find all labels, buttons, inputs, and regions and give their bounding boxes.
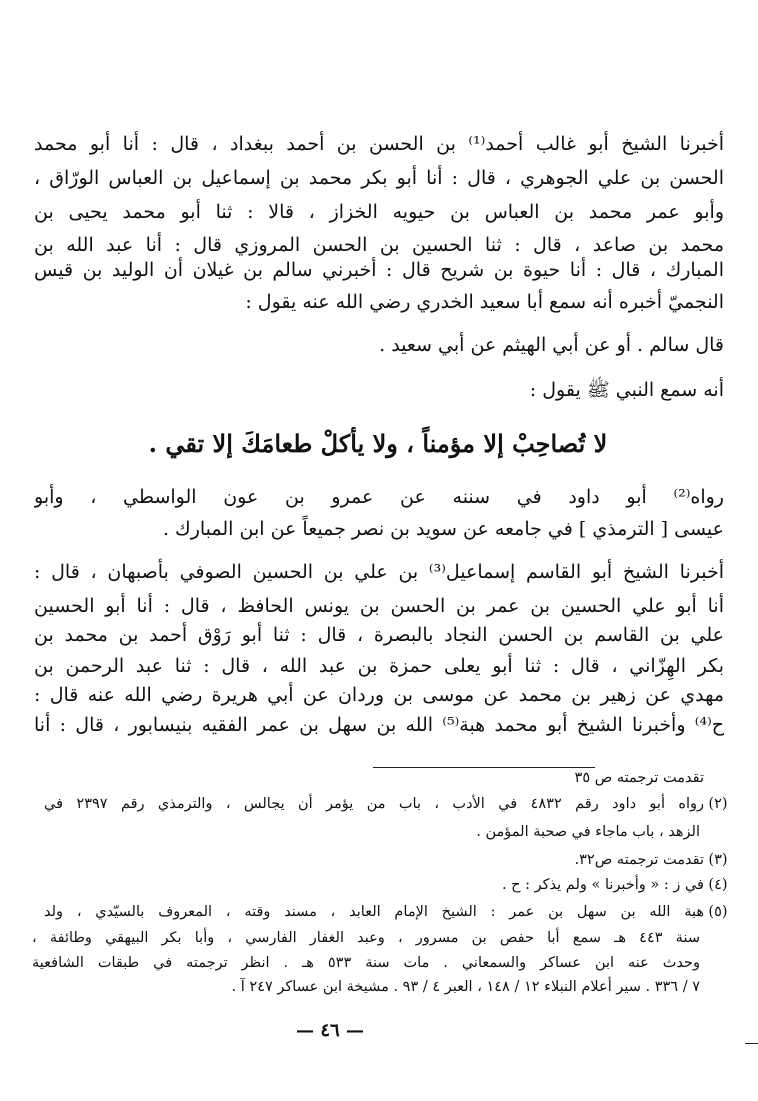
footnote-number: (٤) xyxy=(708,877,728,893)
footnote-text: في ز : « وأخبرنا » ولم يذكر : ح . xyxy=(501,877,704,893)
footnote-number: (٥) xyxy=(708,904,728,920)
footnote-3 xyxy=(32,848,732,873)
text-line: وأبو عمر محمد بن العباس بن حيويه الخزاز ، قالا : ثنا أبو محمد يحيى بن xyxy=(34,201,724,223)
text-line: محمد بن صاعد ، قال : ثنا الحسين بن الحسن المروزي قال : أنا عبد الله بن xyxy=(34,234,724,256)
text-line: النجميّ أخبره أنه سمع أبا سعيد الخدري رضي الله عنه يقول : xyxy=(245,291,724,313)
text-line: أنه سمع النبي ﷺ يقول : xyxy=(529,379,724,401)
footnote-4 xyxy=(32,873,732,898)
text-line: بكر الهِزّاني ، قال : ثنا أبو يعلى حمزة بن عبد الله ، قال : ثنا عبد الرحمن بن xyxy=(34,655,724,677)
footnote-1 xyxy=(32,766,732,791)
text-line: أخبرنا الشيخ أبو غالب أحمد⁽¹⁾ بن الحسن بن أحمد ببغداد ، قال : أنا أبو محمد xyxy=(34,133,724,155)
text-line: عيسى [ الترمذي ] في جامعه عن سويد بن نصر جميعاً عن ابن المبارك . xyxy=(162,518,724,540)
footnote-2 xyxy=(32,792,732,817)
page-number: — ٤٦ — xyxy=(296,1020,364,1041)
text-line: المبارك ، قال : أنا حيوة بن شريح قال : أخبرني سالم بن غيلان أن الوليد بن قيس xyxy=(34,259,724,281)
text-line: ح⁽⁴⁾ وأخبرنا الشيخ أبو محمد هبة⁽⁵⁾ الله بن سهل بن عمر الفقيه بنيسابور ، قال : أنا xyxy=(34,714,724,736)
text-line: علي بن القاسم بن الحسن النجاد بالبصرة ، قال : ثنا أبو رَوْق أحمد بن محمد بن xyxy=(34,624,724,646)
footnote-number: (٣) xyxy=(708,852,728,868)
footnote-text: ٧ / ٣٣٦ . سير أعلام النبلاء ١٢ / ١٤٨ ، العبر ٤ / ٩٣ . مشيخة ابن عساكر ٢٤٧ آ . xyxy=(231,979,700,995)
footnote-text: هبة الله بن سهل بن عمر : الشيخ الإمام العابد ، مسند وقته ، المعروف بالسيّدي ، ولد xyxy=(44,904,704,920)
text-line: قال سالم . أو عن أبي الهيثم عن أبي سعيد . xyxy=(379,334,724,356)
hadith-text: لا تُصاحِبْ إلا مؤمناً ، ولا يأكلْ طعامَكَ إلا تقي . xyxy=(148,429,608,458)
footnote-text: وحدث عنه ابن عساكر والسمعاني . مات سنة ٥٣٣ هـ . انظر ترجمته في طبقات الشافعية xyxy=(32,955,700,971)
text-line: مهدي عن زهير بن محمد عن موسى بن وردان عن أبي هريرة رضي الله عنه قال : xyxy=(34,684,724,706)
edge-mark xyxy=(745,1043,758,1044)
text-line: رواه⁽²⁾ أبو داود في سننه عن عمرو بن عون الواسطي ، وأبو xyxy=(34,486,724,508)
footnote-text: سنة ٤٤٣ هـ سمع أبا حفص بن مسرور ، وعبد الغفار الفارسي ، وأبا بكر البيهقي وطائفة ، xyxy=(32,930,700,946)
footnote-5 xyxy=(32,900,732,925)
footnote-text: تقدمت ترجمته ص ٣٥ xyxy=(574,770,704,786)
text-line: الحسن بن علي الجوهري ، قال : أنا أبو بكر محمد بن إسماعيل بن العباس الورّاق ، xyxy=(34,167,724,189)
footnote-text: الزهد ، باب ماجاء في صحبة المؤمن . xyxy=(476,824,700,840)
footnote-number: (٢) xyxy=(708,796,728,812)
footnote-text: تقدمت ترجمته ص٣٢. xyxy=(574,852,704,868)
text-line: أخبرنا الشيخ أبو القاسم إسماعيل⁽³⁾ بن علي بن الحسين الصوفي بأصبهان ، قال : xyxy=(34,561,724,583)
footnote-text: رواه أبو داود رقم ٤٨٣٢ في الأدب ، باب من يؤمر أن يجالس ، والترمذي رقم ٢٣٩٧ في xyxy=(44,796,704,812)
text-line: أنا أبو علي الحسين بن عمر بن الحسن بن يونس الحافظ ، قال : أنا أبو الحسين xyxy=(34,595,724,617)
